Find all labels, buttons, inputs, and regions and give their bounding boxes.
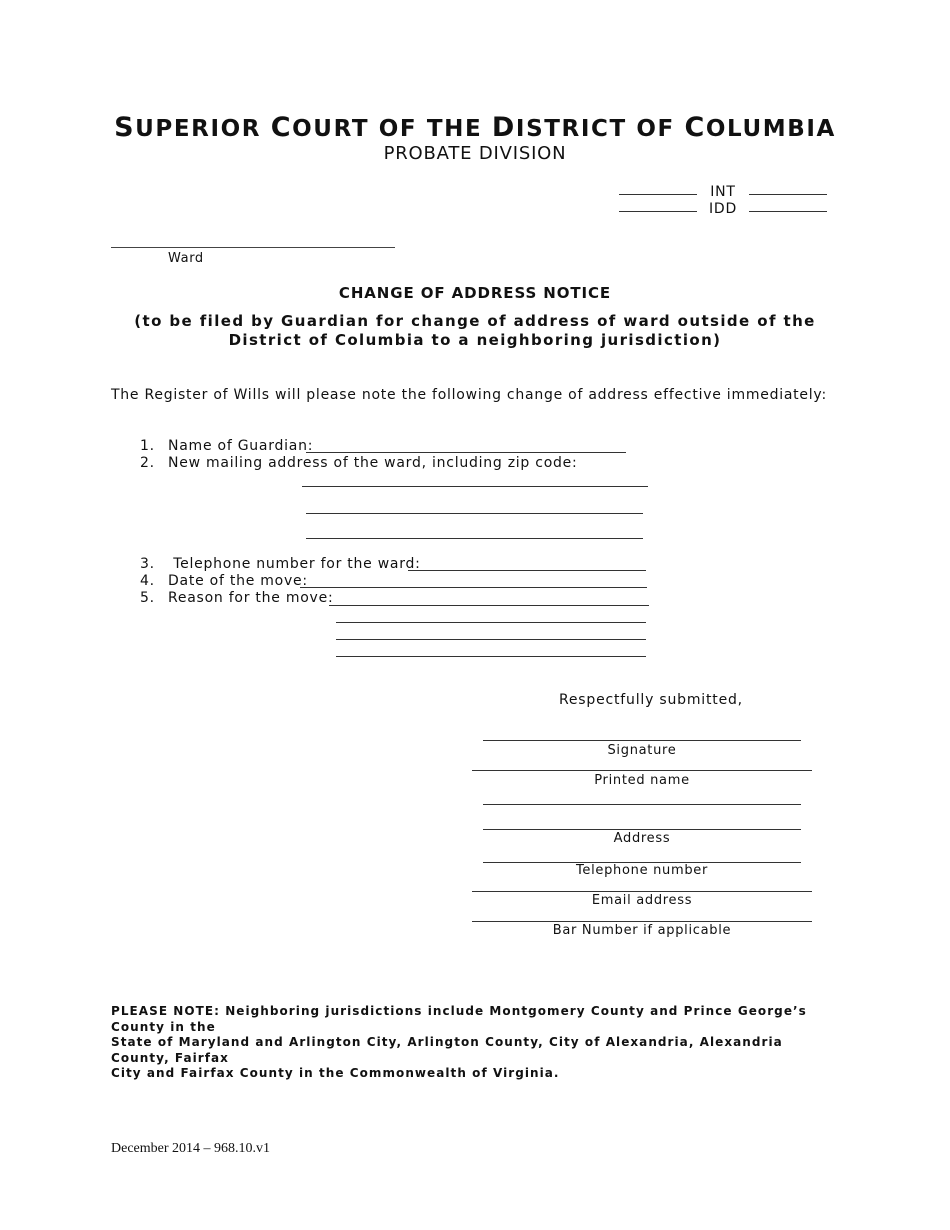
notice-title: CHANGE OF ADDRESS NOTICE: [338, 284, 612, 302]
address-line-3-blank[interactable]: [306, 538, 643, 539]
signature-label: Signature: [607, 743, 677, 758]
int-label: INT: [710, 184, 736, 200]
item-guardian-name: [140, 438, 314, 454]
guardian-name-blank[interactable]: [306, 452, 626, 453]
idd-code-row: [619, 201, 827, 217]
item-number: 3.: [140, 556, 155, 572]
bar-number-label: Bar Number if applicable: [552, 923, 732, 938]
move-reason-line-3-blank[interactable]: [336, 639, 646, 640]
printed-name-label: Printed name: [594, 773, 690, 788]
move-date-blank[interactable]: [300, 587, 647, 588]
item-number: 4.: [140, 573, 155, 589]
item-ward-telephone: [140, 556, 421, 572]
item-label: Name of Guardian:: [168, 438, 314, 454]
item-label: New mailing address of the ward, including zip code:: [168, 455, 578, 471]
court-title-part: COLUMBIA: [684, 112, 836, 143]
item-number: 2.: [140, 455, 155, 471]
move-reason-line-2-blank[interactable]: [336, 622, 646, 623]
printed-name-blank[interactable]: [472, 770, 812, 771]
item-label: Reason for the move:: [168, 590, 334, 606]
ward-label: Ward: [168, 251, 204, 266]
int-left-blank[interactable]: [619, 194, 697, 195]
address-blank-2[interactable]: [483, 829, 801, 830]
address-label: Address: [613, 831, 671, 846]
item-label: Telephone number for the ward:: [168, 556, 421, 572]
court-title-part: SUPERIOR: [114, 112, 271, 143]
idd-label: IDD: [708, 201, 738, 217]
form-version-footer: December 2014 – 968.10.v1: [111, 1141, 271, 1156]
item-move-reason: [140, 590, 334, 606]
address-line-1-blank[interactable]: [302, 486, 648, 487]
division-title: PROBATE DIVISION: [383, 143, 567, 164]
item-mailing-address: [140, 455, 578, 471]
address-line-2-blank[interactable]: [306, 513, 643, 514]
court-title: [0, 112, 950, 143]
court-title-part: DISTRICT OF: [491, 112, 685, 143]
ward-telephone-blank[interactable]: [408, 570, 646, 571]
please-note-line: City and Fairfax County in the Commonwealth of Virginia.: [111, 1066, 560, 1080]
move-reason-line-1-blank[interactable]: [329, 605, 649, 606]
item-move-date: [140, 573, 308, 589]
move-reason-line-4-blank[interactable]: [336, 656, 646, 657]
please-note-line: PLEASE NOTE: Neighboring jurisdictions include Montgomery County and Prince George’s County in the: [111, 1004, 807, 1034]
intro-text: The Register of Wills will please note the following change of address effective immediately:: [111, 387, 827, 403]
int-right-blank[interactable]: [749, 194, 827, 195]
bar-number-blank[interactable]: [472, 921, 812, 922]
item-label: Date of the move:: [168, 573, 308, 589]
court-title-part: COURT OF THE: [270, 112, 492, 143]
notice-subtitle: (to be filed by Guardian for change of address of ward outside of the District of Columbia to a neighboring jurisdiction): [134, 312, 816, 349]
item-number: 5.: [140, 590, 155, 606]
idd-right-blank[interactable]: [749, 211, 827, 212]
email-blank[interactable]: [472, 891, 812, 892]
please-note-line: State of Maryland and Arlington City, Arlington County, City of Alexandria, Alexandria County, Fairfax: [111, 1035, 783, 1065]
closing-text: Respectfully submitted,: [559, 692, 743, 708]
telephone-label: Telephone number: [575, 863, 709, 878]
signature-blank[interactable]: [483, 740, 801, 741]
please-note: [111, 1004, 846, 1082]
email-label: Email address: [591, 893, 693, 908]
int-code-row: [619, 184, 827, 200]
idd-left-blank[interactable]: [619, 211, 697, 212]
address-blank-1[interactable]: [483, 804, 801, 805]
item-number: 1.: [140, 438, 155, 454]
ward-name-blank[interactable]: [111, 247, 395, 248]
